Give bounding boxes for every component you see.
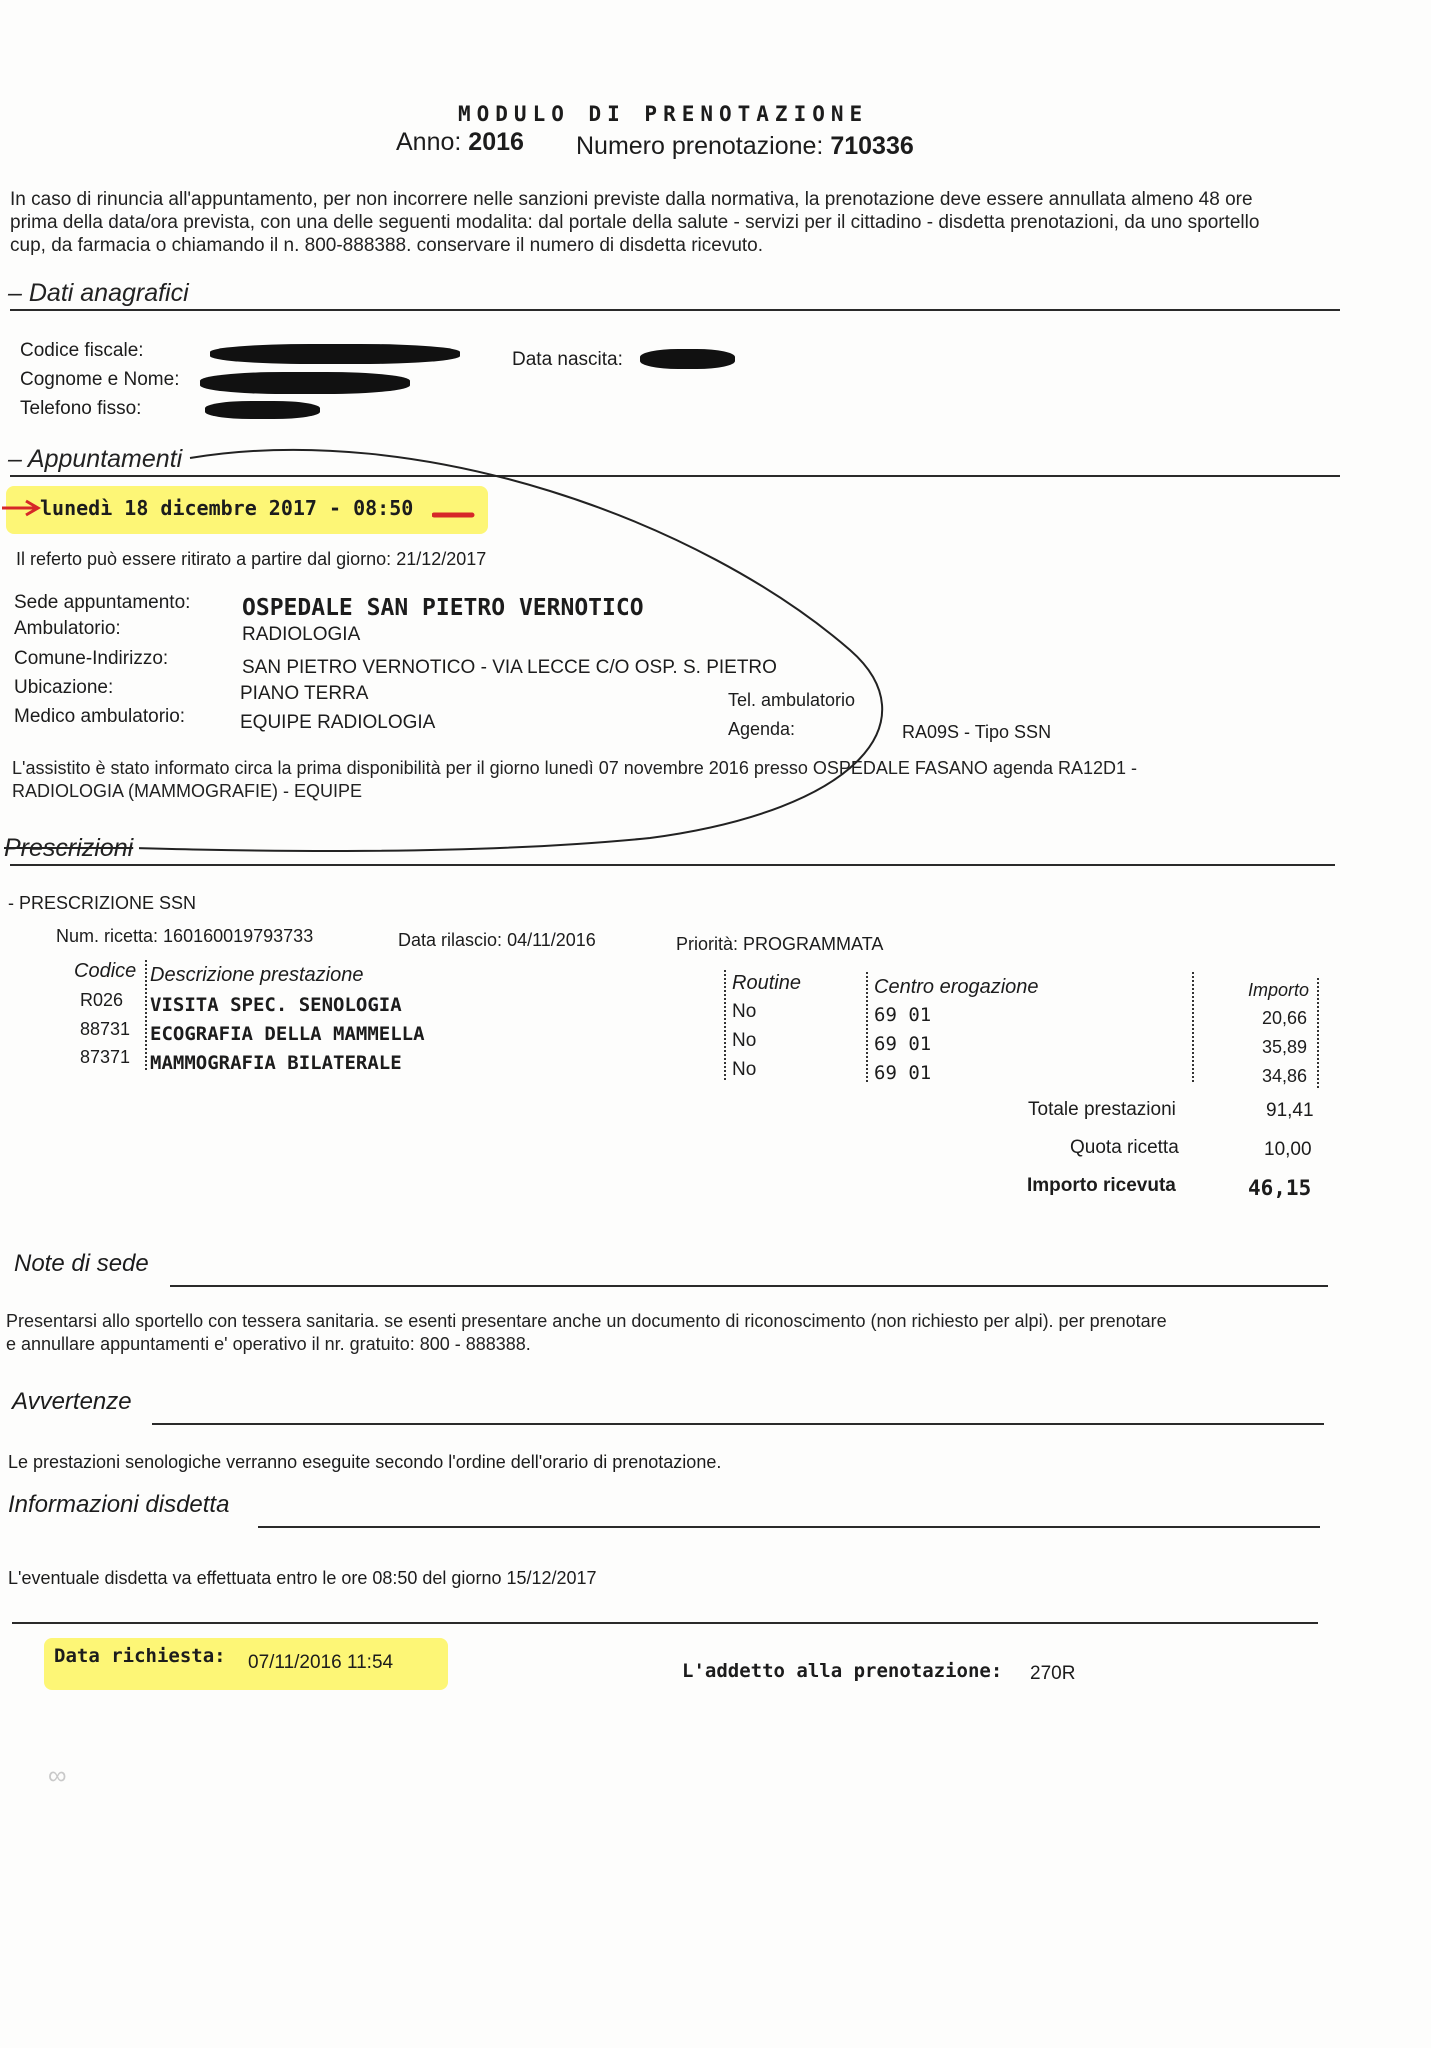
th-importo: Importo [1248, 980, 1310, 1000]
addetto-value: 270R [1030, 1663, 1076, 1684]
disdetta-rule [258, 1526, 1320, 1528]
comune-value: SAN PIETRO VERNOTICO - VIA LECCE C/O OSP. S. PIETRO [242, 657, 777, 678]
priorita-value: PROGRAMMATA [743, 934, 884, 954]
data-nascita-label: Data nascita: [512, 349, 623, 370]
th-centro: Centro erogazione [874, 976, 1039, 998]
priorita-label: Priorità: [676, 934, 739, 954]
th-codice: Codice [74, 960, 137, 982]
totale-label: Totale prestazioni [1028, 1099, 1176, 1120]
numero-label: Numero prenotazione: [576, 132, 824, 160]
avvertenze-text: Le prestazioni senologiche verranno eseguite secondo l'ordine dell'orario di prenotazione. [8, 1452, 722, 1472]
numero-value: 710336 [830, 132, 914, 160]
intro-line-1: In caso di rinuncia all'appuntamento, per non incorrere nelle sanzioni previste dalla normativa, la prenotazione deve essere annullata almeno 48 ore [10, 189, 1253, 210]
sede-value: OSPEDALE SAN PIETRO VERNOTICO [242, 595, 644, 621]
cell-importo: 34,86 [1262, 1066, 1308, 1086]
informato-line-1: L'assistito è stato informato circa la prima disponibilità per il giorno lunedì 07 novembre 2016 presso OSPEDALE FASANO agenda RA12D1 - [12, 758, 1138, 778]
data-richiesta-label: Data richiesta: [54, 1645, 226, 1667]
referto-text: Il referto può essere ritirato a partire dal giorno: 21/12/2017 [16, 549, 487, 569]
cell-routine: No [732, 1001, 757, 1022]
tel-label: Tel. ambulatorio [728, 690, 856, 710]
note-sede-heading: Note di sede [14, 1250, 149, 1277]
ubicazione-value: PIANO TERRA [240, 683, 369, 704]
addetto-label: L'addetto alla prenotazione: [682, 1660, 1003, 1682]
ambulatorio-label: Ambulatorio: [14, 618, 121, 639]
cell-codice: 88731 [80, 1019, 131, 1039]
note-sede-line-1: Presentarsi allo sportello con tessera sanitaria. se esenti presentare anche un documento di riconoscimento (non richiesto per alpi). per prenotare [6, 1311, 1167, 1331]
sede-label: Sede appuntamento: [14, 592, 191, 613]
cell-descrizione: MAMMOGRAFIA BILATERALE [150, 1052, 402, 1074]
importo-ricevuta-value: 46,15 [1248, 1176, 1312, 1200]
cognome-nome-label: Cognome e Nome: [20, 369, 180, 390]
cell-codice: R026 [80, 990, 124, 1010]
table-divider-importo-left [1192, 972, 1194, 1082]
disdetta-text: L'eventuale disdetta va effettuata entro le ore 08:50 del giorno 15/12/2017 [8, 1568, 597, 1588]
appuntamenti-heading: – Appuntamenti [8, 445, 188, 474]
note-sede-rule [170, 1285, 1328, 1287]
data-rilascio-label: Data rilascio: [398, 930, 503, 950]
quota-label: Quota ricetta [1070, 1137, 1179, 1158]
informato-line-2: RADIOLOGIA (MAMMOGRAFIE) - EQUIPE [12, 781, 363, 801]
informato-paragraph [12, 757, 1412, 803]
red-arrow-left-icon [0, 498, 44, 518]
ambulatorio-value: RADIOLOGIA [242, 624, 361, 645]
prescrizione-tipo: - PRESCRIZIONE SSN [8, 893, 197, 913]
table-divider-centro [866, 972, 868, 1082]
red-dash-marker-icon [432, 508, 476, 522]
avvertenze-heading: Avvertenze [12, 1388, 132, 1415]
table-divider-routine [724, 970, 726, 1080]
cell-descrizione: ECOGRAFIA DELLA MAMMELLA [150, 1023, 425, 1045]
disdetta-heading: Informazioni disdetta [8, 1491, 230, 1518]
num-ricetta-label: Num. ricetta: [56, 926, 159, 946]
cell-centro: 69 01 [874, 1004, 932, 1026]
prescrizioni-heading: Prescrizioni [4, 834, 139, 863]
agenda-label: Agenda: [728, 719, 796, 739]
ubicazione-label: Ubicazione: [14, 677, 114, 698]
codice-fiscale-label: Codice fiscale: [20, 340, 144, 361]
quota-value: 10,00 [1264, 1139, 1312, 1160]
anno-label: Anno: [396, 128, 462, 156]
intro-line-3: cup, da farmacia o chiamando il n. 800-888388. conservare il numero di disdetta ricevuto. [10, 235, 764, 256]
num-ricetta [56, 926, 313, 947]
avvertenze-rule [152, 1423, 1324, 1425]
cell-descrizione: VISITA SPEC. SENOLOGIA [150, 994, 402, 1016]
th-descrizione: Descrizione prestazione [150, 964, 364, 986]
prescrizioni-rule [10, 864, 1335, 866]
th-routine: Routine [732, 972, 801, 994]
cell-importo: 35,89 [1262, 1037, 1308, 1057]
data-richiesta-value: 07/11/2016 11:54 [248, 1652, 394, 1673]
footer-rule [12, 1622, 1318, 1624]
note-sede-paragraph [6, 1310, 1426, 1356]
priorita [676, 934, 883, 955]
medico-label: Medico ambulatorio: [14, 706, 186, 727]
anno-value: 2016 [468, 128, 524, 156]
comune-label: Comune-Indirizzo: [14, 648, 169, 669]
form-title: MODULO DI PRENOTAZIONE [458, 102, 869, 126]
cell-routine: No [732, 1059, 757, 1080]
totale-value: 91,41 [1266, 1100, 1314, 1121]
num-ricetta-value: 160160019793733 [163, 926, 314, 946]
medico-value: EQUIPE RADIOLOGIA [240, 712, 436, 733]
cell-routine: No [732, 1030, 757, 1051]
cell-centro: 69 01 [874, 1062, 932, 1084]
cell-centro: 69 01 [874, 1033, 932, 1055]
anagrafici-heading: – Dati anagrafici [8, 279, 195, 308]
table-divider-codice [145, 960, 147, 1070]
telefono-label: Telefono fisso: [20, 398, 142, 419]
table-divider-importo-right [1317, 978, 1319, 1088]
intro-line-2: prima della data/ora prevista, con una delle seguenti modalita: dal portale della salute - servizi per il cittadino - disdetta prenotazioni, da uno sportello [10, 212, 1260, 233]
note-sede-line-2: e annullare appuntamenti e' operativo il nr. gratuito: 800 - 888388. [6, 1334, 531, 1354]
appointment-datetime: lunedì 18 dicembre 2017 - 08:50 [40, 496, 414, 520]
cell-codice: 87371 [80, 1047, 131, 1067]
importo-ricevuta-label: Importo ricevuta [1027, 1175, 1176, 1196]
data-rilascio-value: 04/11/2016 [507, 930, 596, 950]
cell-importo: 20,66 [1262, 1008, 1308, 1028]
agenda-value: RA09S - Tipo SSN [902, 722, 1052, 742]
scan-mark-icon: ∞ [48, 1760, 67, 1790]
data-rilascio [398, 930, 596, 951]
